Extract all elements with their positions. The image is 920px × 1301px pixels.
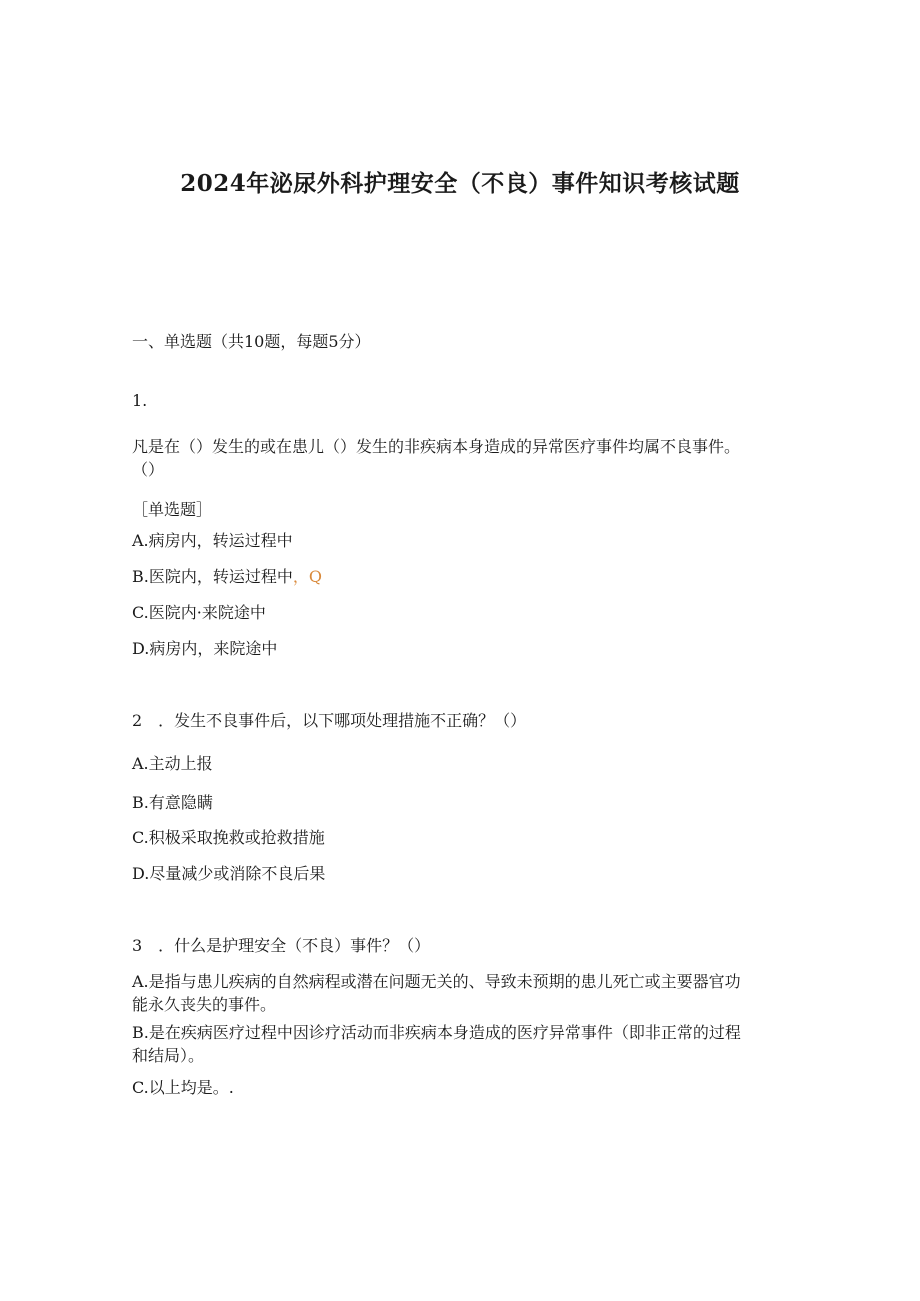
question-3-option-a[interactable]: A.是指与患儿疾病的自然病程或潜在问题无关的、导致未预期的患儿死亡或主要器官功 (132, 972, 741, 991)
question-1-option-a[interactable]: A.病房内，转运过程中 (132, 531, 293, 550)
question-1-option-b[interactable] (132, 566, 322, 588)
question-3-option-c[interactable]: C.以上均是。. (132, 1078, 234, 1097)
question-2-option-b[interactable]: B.有意隐瞒 (132, 793, 213, 812)
question-2-option-a[interactable]: A.主动上报 (132, 754, 213, 773)
question-2-option-c[interactable]: C.积极采取挽救或抢救措施 (132, 828, 325, 847)
question-1-option-c[interactable]: C.医院内·来院途中 (132, 603, 266, 622)
question-2-option-d[interactable]: D.尽量减少或消除不良后果 (132, 864, 326, 883)
question-2-stem: 2 ．发生不良事件后，以下哪项处理措施不正确？（） (132, 711, 527, 730)
question-3-option-b-cont: 和结局）。 (132, 1046, 205, 1065)
question-3-option-b[interactable]: B.是在疾病医疗过程中因诊疗活动而非疾病本身造成的医疗异常事件（即非正常的过程 (132, 1023, 741, 1042)
question-1-option-d[interactable]: D.病房内，来院途中 (132, 639, 278, 658)
question-3-stem: 3 ．什么是护理安全（不良）事件？（） (132, 936, 431, 955)
question-3-option-a-cont: 能永久丧失的事件。 (132, 995, 277, 1014)
document-title: 2024年泌尿外科护理安全（不良）事件知识考核试题 (180, 170, 740, 197)
question-1-stem: 凡是在（）发生的或在患儿（）发生的非疾病本身造成的异常医疗事件均属不良事件。 (132, 437, 741, 456)
question-1-option-b-text: B.医院内，转运过程中 (132, 567, 293, 586)
question-1-stem-cont: （） (132, 460, 165, 479)
section-heading: 一、单选题（共10题，每题5分） (132, 332, 371, 351)
option-b-mark: ，Q (292, 567, 322, 586)
question-1-type-label: ［单选题］ (132, 500, 213, 519)
question-1-number: 1. (132, 391, 148, 410)
